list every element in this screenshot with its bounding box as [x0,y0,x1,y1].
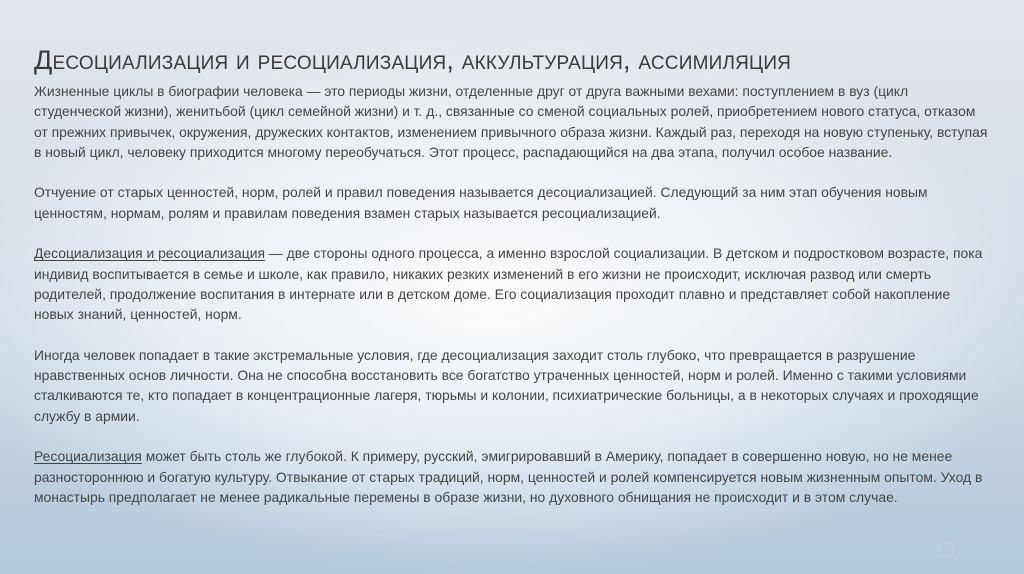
paragraph-desocialization-definition [34,182,989,223]
paragraph-text: Жизненные циклы в биографии человека — это периоды жизни, отделенные друг от друга важными вехами: поступлением в вуз (цикл студенческой жизни), женитьбой (цикл семейной жизни) и т. д., связанные со сменой социальных ролей, приобретением нового статуса, отказом от прежних привычек, окружения, дружеских контактов, изменением привычного образа жизни. Каждый раз, переходя на новую ступеньку, вступая в новый цикл, человеку приходится многому переобучаться. Этот процесс, распадающийся на два этапа, получил особое название. [34,83,988,160]
paragraph-text: — две стороны одного процесса, а именно взрослой социализации. В детском и подростковом возрасте, пока индивид воспитывается в семье и школе, как правило, никаких резких изменений в его жизни не происходит, исключая развод или смерть родителей, продолжение воспитания в интернате или в детском доме. Его социализация проходит плавно и представляет собой накопление новых знаний, ценностей, норм. [34,245,983,323]
slide-page-number: 13 [932,537,955,562]
term-resocialization: Ресоциализация [34,448,142,465]
paragraph-text: Отчуение от старых ценностей, норм, ролей и правил поведения называется десоциализацией. Следующий за ним этап обучения новым ценностям, нормам, ролям и правилам поведения взамен старых называется ресоциализацией. [34,184,928,221]
paragraph-text: может быть столь же глубокой. К примеру, русский, эмигрировавший в Америку, попадает в совершенно новую, но не менее разностороннюю и богатую культуру. Отвыкание от старых традиций, норм, ценностей и ролей компенсируется новым жизненным опытом. Уход в монастырь предполагает не менее радикальные перемены в образе жизни, но духовного обнищания не происходит и в этом случае. [34,448,983,505]
slide-title: Десоциализация и ресоциализация, аккультурация, ассимиляция [34,45,792,75]
paragraph-two-sides [34,243,989,324]
paragraph-resocialization [34,446,989,507]
term-desocialization-resocialization: Десоциализация и ресоциализация [34,245,265,262]
slide-body [34,81,989,507]
paragraph-text: Иногда человек попадает в такие экстремальные условия, где десоциализация заходит столь глубоко, что превращается в разрушение нравственных основ личности. Она не способна восстановить все богатство утраченных ценностей, норм и ролей. Именно с такими условиями сталкиваются те, кто попадает в концентрационные лагеря, тюрьмы и колонии, психиатрические больницы, а в некоторых случаях и проходящие службу в армии. [34,346,979,424]
paragraph-extreme-conditions [34,345,989,426]
paragraph-life-cycles [34,81,989,162]
